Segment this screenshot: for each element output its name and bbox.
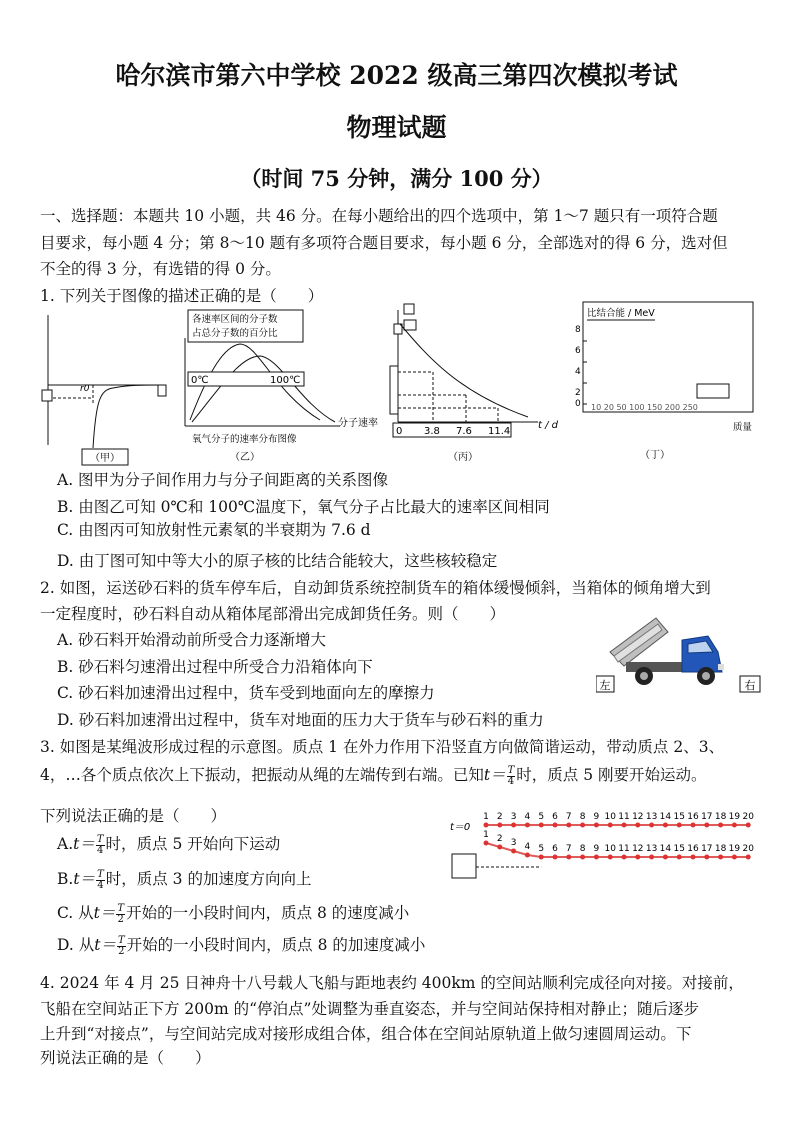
rope-row2-label: 14 [659, 844, 672, 854]
rope-row2-label: 7 [565, 844, 572, 854]
q2-truck-figure [596, 612, 766, 702]
rope-row2-label: 1 [483, 830, 489, 840]
rope-row2-point [608, 855, 613, 860]
ding-ytick-4: 4 [575, 367, 581, 377]
rope-row1-label: 19 [728, 812, 741, 822]
rope-row2-label: 19 [728, 844, 741, 854]
ding-ytick-0: 0 [575, 399, 581, 409]
rope-row1-label: 4 [524, 812, 531, 822]
rope-row1-point [649, 823, 654, 828]
rope-row1-label: 7 [565, 812, 572, 822]
rope-row2-point [594, 855, 599, 860]
q1-option-a: A. 图甲为分子间作用力与分子间距离的关系图像 [57, 471, 389, 489]
ding-ytick-6: 6 [575, 346, 581, 356]
q2-stem-1: 2. 如图，运送砂石料的货车停车后，自动卸货系统控制货车的箱体缓慢倾斜，当箱体的倾角增大到 [40, 579, 711, 597]
rope-row2-point [746, 855, 751, 860]
ding-xticks: 10 20 50 100 150 200 250 [591, 403, 698, 412]
q3-stem-1: 3. 如图是某绳波形成过程的示意图。质点 1 在外力作用下沿竖直方向做简谐运动，带动质点 2、3、 [40, 738, 725, 756]
q4-stem-3: 上升到“对接点”，与空间站完成对接形成组合体，组合体在空间站原轨道上做匀速圆周运动。下 [40, 1025, 692, 1043]
bing-caption: （丙） [448, 452, 478, 463]
rope-row2-label: 4 [524, 842, 531, 852]
rope-row1-label: 12 [632, 812, 644, 822]
q3-option-c: C. 从t＝ $\frac{T}{2}$ 开始的一小段时间内，质点 8 的速度减小 [57, 902, 410, 925]
rope-row2-label: 6 [552, 844, 558, 854]
yi-xlabel: 分子速率 [338, 418, 378, 429]
rope-row1-point [704, 823, 709, 828]
rope-row1-point [746, 823, 751, 828]
rope-row1-label: 11 [618, 812, 630, 822]
rope-row1-point [608, 823, 613, 828]
rope-row2-label: 17 [701, 844, 713, 854]
rope-row2-point [691, 855, 696, 860]
rope-row2-point [677, 855, 682, 860]
exam-title: 哈尔滨市第六中学校 2022 级高三第四次模拟考试 [115, 61, 678, 90]
q3-stem-2-text-b: 时，质点 5 刚要开始运动。 [516, 766, 707, 784]
rope-row1-label: 16 [687, 812, 699, 822]
q2-option-b: B. 砂石料匀速滑出过程中所受合力沿箱体向下 [57, 658, 373, 676]
q2-option-a: A. 砂石料开始滑动前所受合力逐渐增大 [57, 631, 327, 649]
rope-row1-label: 2 [496, 812, 503, 822]
rope-row2-point [635, 855, 640, 860]
rope-row1-point [622, 823, 627, 828]
rope-row1-point [525, 823, 530, 828]
q4-stem-4: 列说法正确的是（ ） [40, 1049, 211, 1067]
rope-row1-point [691, 823, 696, 828]
rope-row2-label: 11 [618, 844, 630, 854]
rope-row2-point [539, 855, 544, 860]
rope-row2-point [622, 855, 627, 860]
q3-stem-3: 下列说法正确的是（ ） [40, 807, 227, 825]
rope-row1-point [663, 823, 668, 828]
bing-tick-2: 7.6 [456, 426, 472, 437]
q3-stem-fraction: $\frac{T}{4}$ [507, 764, 515, 787]
yi-caption-text: 氧气分子的速率分布图像 [192, 434, 297, 445]
q3-stem-2 [40, 764, 707, 787]
rope-row2-point [566, 855, 571, 860]
rope-row1-label: 18 [714, 812, 727, 822]
rope-row1-label: 13 [645, 812, 658, 822]
rope-row1-label: 20 [742, 812, 754, 822]
rope-row1-label: 14 [659, 812, 672, 822]
jia-r0-label: r0 [80, 384, 90, 394]
rope-row2-label: 15 [673, 844, 685, 854]
rope-row2-label: 2 [496, 834, 503, 844]
q3-option-b: B.t＝ $\frac{T}{4}$ 时，质点 3 的加速度方向向上 [57, 868, 312, 891]
rope-row1-point [566, 823, 571, 828]
ding-xlabel: 质量 [733, 422, 753, 433]
rope-t0-label: t＝0 [450, 822, 471, 833]
ding-ytick-2: 2 [575, 388, 581, 398]
jia-caption: （甲） [90, 453, 120, 464]
q3-option-d: D. 从t＝ $\frac{T}{2}$ 开始的一小段时间内，质点 8 的加速度减小 [57, 934, 426, 957]
rope-row1-point [497, 823, 502, 828]
q2-stem-2: 一定程度时，砂石料自动从箱体尾部滑出完成卸货任务。则（ ） [40, 605, 506, 623]
section-instruction-line-2: 目要求，每小题 4 分；第 8～10 题有多项符合题目要求，每小题 6 分，全部选对的得 6 分，选对但 [40, 234, 728, 252]
rope-row1-point [594, 823, 599, 828]
q1-figure-ding [565, 298, 765, 466]
rope-row1-label: 6 [552, 812, 558, 822]
rope-row2-label: 9 [593, 844, 600, 854]
rope-row2-label: 10 [604, 844, 616, 854]
rope-row2-label: 3 [510, 838, 517, 848]
q1-stem: 1. 下列关于图像的描述正确的是（ ） [40, 287, 324, 305]
section-instruction-line-3: 不全的得 3 分，有选错的得 0 分。 [40, 260, 281, 278]
rope-row1-point [732, 823, 737, 828]
bing-tick-0: 0 [396, 426, 403, 437]
rope-row1-label: 10 [604, 812, 616, 822]
rope-row1-label: 9 [593, 812, 600, 822]
yi-ylabel-1: 各速率区间的分子数 [192, 314, 278, 325]
q2-option-d: D. 砂石料加速滑出过程中，货车对地面的压力大于货车与砂石料的重力 [57, 711, 544, 729]
rope-row1-point [718, 823, 723, 828]
rope-row2-point [511, 849, 516, 854]
rope-row2-point [732, 855, 737, 860]
ding-ytick-8: 8 [575, 325, 581, 335]
rope-row1-point [635, 823, 640, 828]
yi-caption: （乙） [230, 452, 260, 463]
time-note: （时间 75 分钟，满分 100 分） [240, 166, 553, 191]
rope-row2-point [718, 855, 723, 860]
rope-row1-point [553, 823, 558, 828]
q3-option-a: A.t＝ $\frac{T}{4}$ 时，质点 5 开始向下运动 [57, 833, 281, 856]
q1-figure-jia [38, 310, 168, 470]
ding-caption: （丁） [640, 450, 670, 461]
rope-row1-label: 3 [510, 812, 517, 822]
q1-option-b: B. 由图乙可知 0℃和 100℃温度下，氧气分子占比最大的速率区间相同 [57, 498, 550, 516]
rope-row2-label: 5 [538, 844, 545, 854]
rope-row1-point [677, 823, 682, 828]
subject-title: 物理试题 [346, 113, 447, 142]
q3-stem-2-text-a: 4，…各个质点依次上下振动，把振动从绳的左端传到右端。已知 [40, 766, 484, 784]
q1-figure-yi [180, 308, 390, 468]
rope-row2-point [484, 841, 489, 846]
rope-row1-label: 5 [538, 812, 545, 822]
q2-option-c: C. 砂石料加速滑出过程中，货车受到地面向左的摩擦力 [57, 684, 435, 702]
truck-right-label: 右 [744, 679, 756, 692]
rope-row2-point [649, 855, 654, 860]
rope-row2-point [663, 855, 668, 860]
rope-row1-label: 1 [483, 812, 489, 822]
yi-ylabel-2: 占总分子数的百分比 [192, 328, 278, 339]
q1-option-c: C. 由图丙可知放射性元素氡的半衰期为 7.6 d [57, 521, 371, 539]
truck-left-label: 左 [599, 679, 611, 692]
rope-row1-label: 8 [579, 812, 586, 822]
rope-row2-label: 12 [632, 844, 644, 854]
q4-stem-2: 飞船在空间站正下方 200m 的“停泊点”处调整为垂直姿态，并与空间站保持相对静止；随后逐步 [40, 1000, 699, 1018]
section-instruction-line-1: 一、选择题：本题共 10 小题，共 46 分。在每小题给出的四个选项中，第 1～7 题只有一项符合题 [40, 207, 718, 225]
rope-row1-point [484, 823, 489, 828]
rope-row2-label: 8 [579, 844, 586, 854]
rope-row2-label: 16 [687, 844, 699, 854]
rope-row2-label: 18 [714, 844, 727, 854]
rope-row2-point [553, 855, 558, 860]
rope-row2-label: 13 [645, 844, 658, 854]
rope-row1-label: 15 [673, 812, 685, 822]
yi-0c-label: 0℃ [191, 375, 209, 386]
rope-row1-label: 17 [701, 812, 713, 822]
q3-stem-t-eq: t＝ [483, 766, 506, 784]
rope-row1-point [580, 823, 585, 828]
q3-rope-wave-figure [448, 805, 758, 885]
q1-figure-bing [388, 302, 568, 467]
q4-stem-1: 4. 2024 年 4 月 25 日神舟十八号载人飞船与距地表约 400km 的空间站顺利完成径向对接。对接前， [40, 974, 744, 992]
rope-row2-point [580, 855, 585, 860]
rope-row2-point [497, 845, 502, 850]
rope-row2-point [704, 855, 709, 860]
ding-ylabel: 比结合能 / MeV [587, 308, 655, 319]
rope-row1-point [539, 823, 544, 828]
bing-xlabel: t / d [538, 420, 558, 431]
bing-tick-3: 11.4 [488, 426, 511, 437]
yi-100c-label: 100℃ [270, 375, 301, 386]
rope-row2-point [525, 853, 530, 858]
rope-row2-label: 20 [742, 844, 754, 854]
rope-row1-point [511, 823, 516, 828]
bing-tick-1: 3.8 [424, 426, 440, 437]
q1-option-d: D. 由丁图可知中等大小的原子核的比结合能较大，这些核较稳定 [57, 552, 498, 570]
